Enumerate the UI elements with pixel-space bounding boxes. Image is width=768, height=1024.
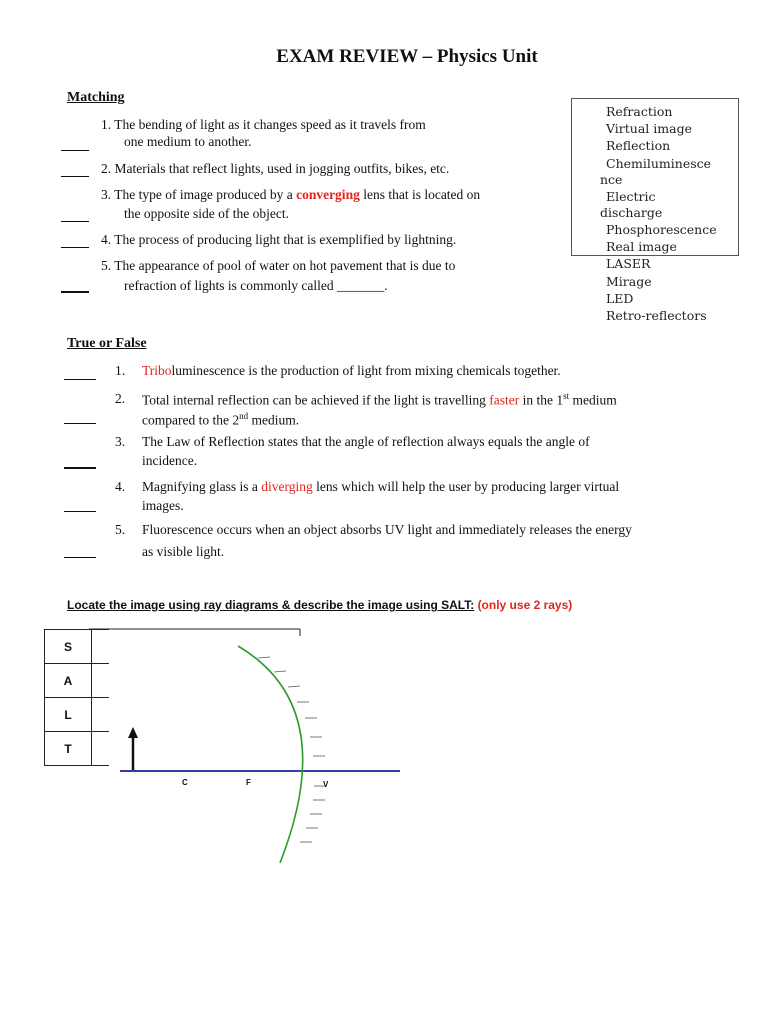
two-rays-note: (only use 2 rays) (477, 598, 573, 612)
tf-number: 3. (115, 434, 126, 449)
tf-statement-4-line2: images. (142, 498, 184, 513)
tf-number: 5. (115, 522, 126, 537)
vertex-label: V (323, 780, 329, 789)
matching-q4-line1: 4. The process of producing light that is exemplified by lightning. (101, 232, 457, 247)
true-false-heading: True or False (67, 336, 147, 351)
word-bank-item: discharge (600, 205, 663, 220)
word-bank-item: LASER (606, 256, 651, 271)
object-arrowhead (128, 727, 138, 738)
salt-key-t: T (45, 732, 92, 766)
word-bank-item: nce (600, 172, 623, 187)
tf-statement-3-line2: incidence. (142, 453, 198, 468)
tf-statement-5-line1: Fluorescence occurs when an object absorbs UV light and immediately releases the energy (142, 522, 632, 537)
word-bank-item: Retro-reflectors (606, 308, 707, 323)
matching-q1-line2: one medium to another. (124, 134, 252, 149)
word-bank-item: Chemiluminesce (606, 156, 712, 171)
page-title: EXAM REVIEW – Physics Unit (276, 46, 538, 67)
tf-statement-5-line2: as visible light. (142, 544, 225, 559)
salt-key-a: A (45, 664, 92, 698)
salt-key-l: L (45, 698, 92, 732)
tf-number: 4. (115, 479, 126, 494)
matching-q3-line1: 3. The type of image produced by a converging lens that is located on (101, 187, 481, 202)
ray-diagram-instruction: Locate the image using ray diagrams & describe the image using SALT: (only use 2 rays) (67, 598, 573, 612)
converging-keyword: converging (296, 187, 360, 202)
tf-number: 2. (115, 391, 126, 406)
tf-statement-3-line1: The Law of Reflection states that the angle of reflection always equals the angle of (142, 434, 590, 449)
matching-q1-line1: 1. The bending of light as it changes speed as it travels from (101, 117, 426, 132)
matching-q2-line1: 2. Materials that reflect lights, used in jogging outfits, bikes, etc. (101, 161, 450, 176)
tf-statement-2-line1: Total internal reflection can be achieved if the light is travelling faster in the 1st medium (142, 391, 617, 408)
word-bank-item: Electric (606, 189, 656, 204)
tribo-keyword: Tribo (142, 363, 172, 378)
tf-statement-4-line1: Magnifying glass is a diverging lens which will help the user by producing larger virtual (142, 479, 620, 494)
matching-q3-line2: the opposite side of the object. (124, 206, 289, 221)
tf-number: 1. (115, 363, 126, 378)
salt-key-s: S (45, 630, 92, 664)
convex-mirror (238, 646, 303, 863)
tf-statement-1: Triboluminescence is the production of light from mixing chemicals together. (142, 363, 561, 378)
word-bank-item: Reflection (606, 138, 671, 153)
diverging-keyword: diverging (261, 479, 313, 494)
faster-keyword: faster (489, 392, 520, 408)
word-bank-item: Mirage (606, 274, 652, 289)
focal-point-label: F (246, 778, 251, 787)
word-bank-item: Phosphorescence (606, 222, 717, 237)
matching-q5-line2: refraction of lights is commonly called _______. (124, 278, 388, 293)
matching-q5-line1: 5. The appearance of pool of water on hot pavement that is due to (101, 258, 456, 273)
tf-statement-2-line2: compared to the 2nd medium. (142, 411, 300, 428)
word-bank-item: Virtual image (606, 121, 692, 136)
word-bank-item: Real image (606, 239, 677, 254)
center-of-curvature-label: C (182, 778, 188, 787)
word-bank-item: Refraction (606, 104, 673, 119)
mirror-hatching (258, 657, 329, 842)
word-bank-item: LED (606, 291, 634, 306)
matching-heading: Matching (67, 90, 125, 105)
